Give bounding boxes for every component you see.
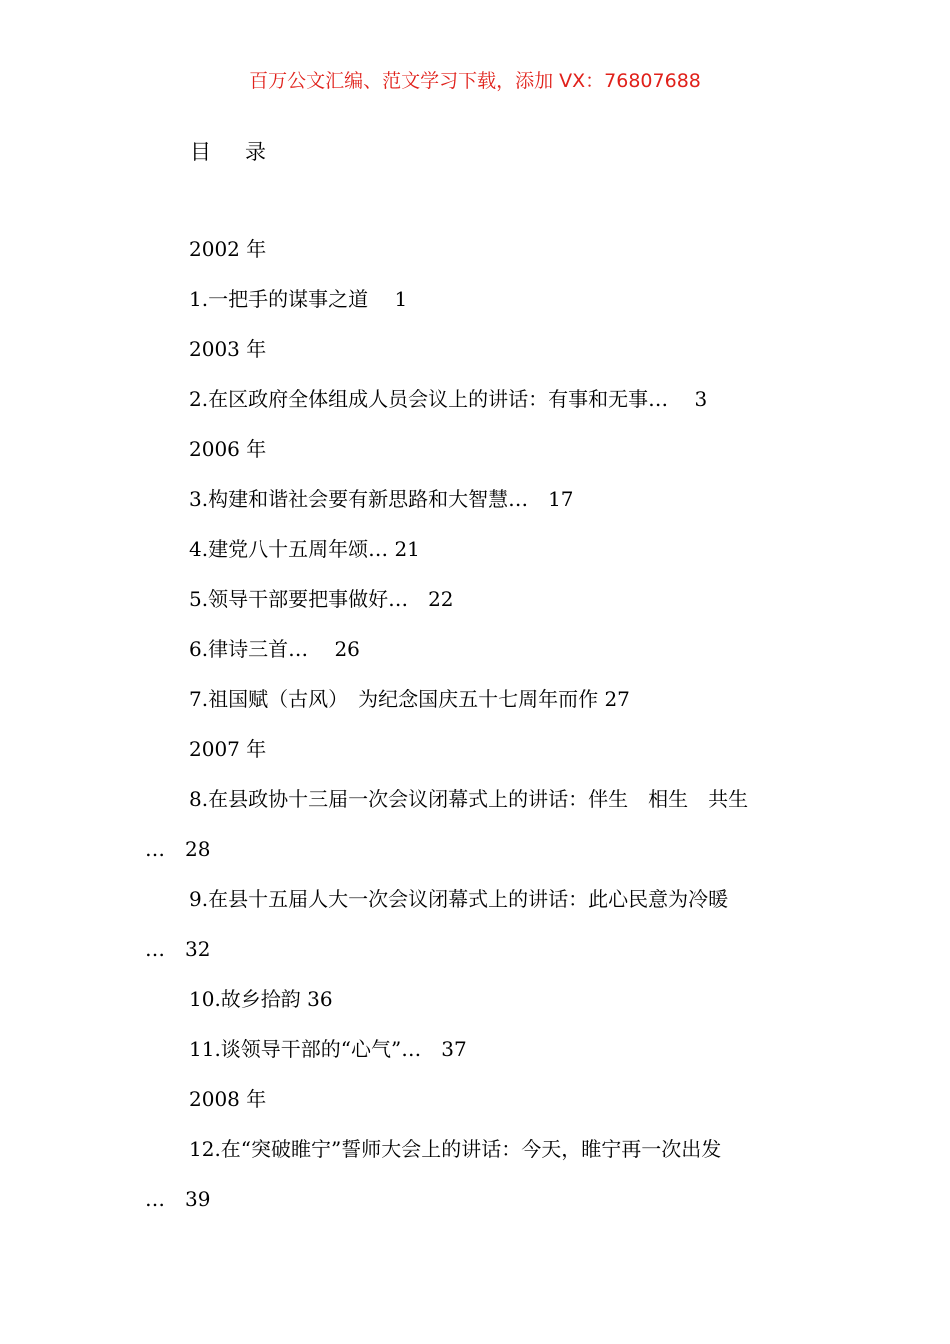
toc-line-text: 2003 年: [189, 337, 267, 361]
toc-entry: [145, 782, 807, 832]
toc-line-text: 5.领导干部要把事做好… 22: [189, 587, 454, 611]
toc-title-char-1: 目: [190, 140, 211, 164]
toc-line-text: 8.在县政协十三届一次会议闭幕式上的讲话：伴生 相生 共生: [189, 787, 749, 811]
toc-title-char-2: 录: [245, 140, 266, 164]
toc-line-text: 6.律诗三首… 26: [189, 637, 360, 661]
toc-line-text: 2008 年: [189, 1087, 267, 1111]
toc-line-text: 3.构建和谐社会要有新思路和大智慧… 17: [189, 487, 574, 511]
toc-line-text: 7.祖国赋（古风） 为纪念国庆五十七周年而作 27: [189, 687, 630, 711]
toc-entry: [145, 1032, 807, 1082]
toc-line-text: 2.在区政府全体组成人员会议上的讲话：有事和无事… 3: [189, 387, 708, 411]
toc-year: [145, 232, 807, 282]
toc-line-text: 1.一把手的谋事之道 1: [189, 287, 408, 311]
toc-entry: [145, 1132, 807, 1182]
toc-line-text: 2007 年: [189, 737, 267, 761]
toc-entry: [145, 632, 807, 682]
toc-line-text: … 28: [145, 837, 211, 861]
toc-entry-continuation: [145, 832, 807, 882]
toc-entry: [145, 682, 807, 732]
toc-entry: [145, 582, 807, 632]
toc-entry: [145, 882, 807, 932]
toc-year: [145, 332, 807, 382]
toc-title: [190, 136, 266, 168]
toc-line-text: 4.建党八十五周年颂… 21: [189, 537, 420, 561]
toc-line-text: … 32: [145, 937, 211, 961]
toc-entry: [145, 382, 807, 432]
toc-line-text: 9.在县十五届人大一次会议闭幕式上的讲话：此心民意为冷暖: [189, 887, 729, 911]
toc-entry: [145, 982, 807, 1032]
toc-line-text: 10.故乡拾韵 36: [189, 987, 333, 1011]
toc-line-text: … 39: [145, 1187, 211, 1211]
header-banner: 百万公文汇编、范文学习下载，添加 VX：76807688: [249, 70, 701, 92]
toc-year: [145, 732, 807, 782]
toc-line-text: 2002 年: [189, 237, 267, 261]
toc-entry: [145, 482, 807, 532]
toc-year: [145, 432, 807, 482]
toc-line-text: 12.在“突破睢宁”誓师大会上的讲话：今天，睢宁再一次出发: [189, 1137, 722, 1161]
toc-year: [145, 1082, 807, 1132]
toc-entry-continuation: [145, 932, 807, 982]
toc-line-text: 11.谈领导干部的“心气”… 37: [189, 1037, 467, 1061]
toc-line-text: 2006 年: [189, 437, 267, 461]
toc-entries: [145, 232, 807, 1232]
toc-entry-continuation: [145, 1182, 807, 1232]
toc-entry: [145, 532, 807, 582]
toc-entry: [145, 282, 807, 332]
